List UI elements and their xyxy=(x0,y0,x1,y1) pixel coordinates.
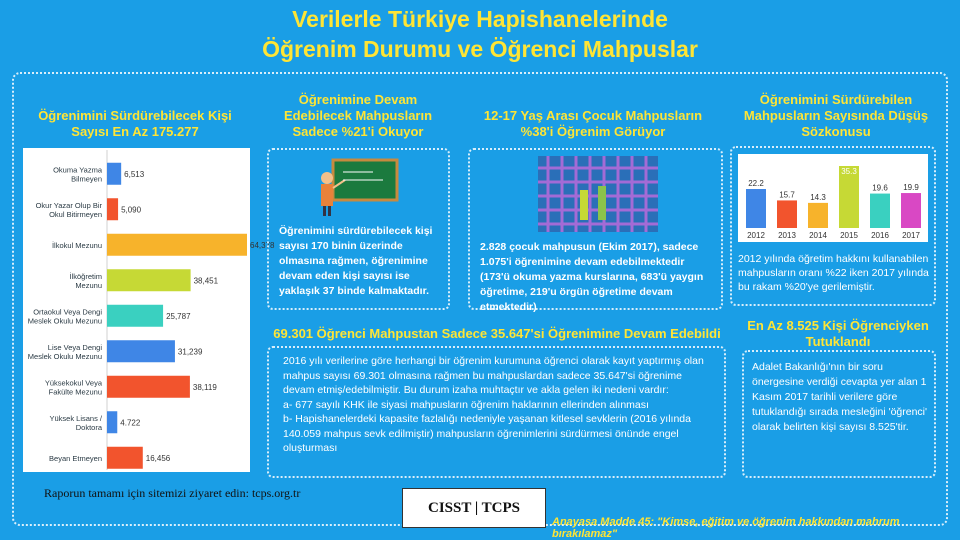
year-label-2013: 2013 xyxy=(778,231,796,240)
year-label-2016: 2016 xyxy=(871,231,889,240)
year-label-2015: 2015 xyxy=(840,231,858,240)
bar-3 xyxy=(107,269,191,291)
year-value-2017: 19.9 xyxy=(903,183,919,193)
year-label-2017: 2017 xyxy=(902,231,920,240)
value-label-1: 5,090 xyxy=(121,205,142,215)
category-label-0: Okuma Yazma Bilmeyen xyxy=(53,165,102,184)
footer-website-text: Raporun tamamı için sitemizi ziyaret edin: tcps.org.tr xyxy=(44,486,301,500)
category-label-1: Okur Yazar Olup Bir Okul Bitirmeyen xyxy=(35,200,102,219)
panel4-title-line2: Mahpusların Sayısında Düşüş xyxy=(743,108,929,123)
panel6-title-line1: En Az 8.525 Kişi Öğrenciyken xyxy=(747,318,929,333)
panel2-title-line1: Öğrenimine Devam xyxy=(298,92,418,107)
panel4-title-line3: Sözkonusu xyxy=(801,124,871,139)
year-label-2014: 2014 xyxy=(809,231,827,240)
panel5-paragraph-2: a- 677 sayılı KHK ile siyasi mahpusların öğrenim haklarının ellerinden alınması xyxy=(283,398,649,411)
panel3-box xyxy=(468,148,723,313)
category-label-6: Yüksekokul Veya Fakülte Mezunu xyxy=(44,378,102,397)
panel5-paragraph-3: b- Hapishanelerdeki kapasite fazlalığı nedeniyle yaşanan kitlesel sevklerin (2016 yılında 140.059 mahpus sevk edilmiştir) mahpusların öğrenimlerini sürdürmesi önünde engel oluşturması xyxy=(283,413,691,454)
teacher-blackboard-icon xyxy=(313,156,413,218)
year-label-2012: 2012 xyxy=(747,231,765,240)
bar-7 xyxy=(107,411,117,433)
year-bar-2013 xyxy=(777,200,797,228)
title-line-2: Öğrenim Durumu ve Öğrenci Mahpuslar xyxy=(262,36,698,62)
value-label-3: 38,451 xyxy=(193,276,219,286)
panel4-text: 2012 yılında öğretim hakkını kullanabilen mahpusların oranı %22 iken 2017 yılında bu rakam %20'ye gerilemiştir. xyxy=(738,253,929,293)
value-label-5: 31,239 xyxy=(177,347,203,357)
title-line-1: Verilerle Türkiye Hapishanelerinde xyxy=(292,6,668,32)
bar-6 xyxy=(107,376,190,398)
yearly-chart-card xyxy=(738,154,928,242)
panel2-box xyxy=(267,148,450,310)
panel1-title xyxy=(20,108,250,140)
education-bar-chart xyxy=(23,148,275,472)
category-label-5: Lise Veya Dengi Meslek Okulu Mezunu xyxy=(27,342,102,361)
year-bar-2017 xyxy=(901,193,921,228)
year-bar-2014 xyxy=(808,203,828,228)
value-label-7: 4.722 xyxy=(120,418,141,428)
bar-0 xyxy=(107,163,121,185)
panel6-box xyxy=(742,350,936,478)
page-title xyxy=(0,4,960,64)
panel3-title-line1: 12-17 Yaş Arası Çocuk Mahpusların xyxy=(483,108,703,123)
value-label-4: 25,787 xyxy=(166,311,191,321)
panel3-title-line2: %38'i Öğrenim Görüyor xyxy=(520,124,666,139)
panel6-title xyxy=(740,318,936,350)
cisst-tcps-logo: CISST | TCPS xyxy=(402,488,546,528)
category-label-4: Ortaokul Veya Dengi Meslek Okulu Mezunu xyxy=(27,307,102,326)
panel6-text: Adalet Bakanlığı'nın bir soru önergesine verdiği cevapta yer alan 1 Kasım 2017 tarihli verilere göre tutuklandığı sırada mesleğini 'öğrenci' olarak belirten kişi sayısı 8.525'tir. xyxy=(752,361,928,433)
panel2-title-line3: Sadece %21'i Okuyor xyxy=(292,124,424,139)
bar-1 xyxy=(107,198,118,220)
panel4-title-line1: Öğrenimini Sürdürebilen xyxy=(759,92,913,107)
value-label-6: 38,119 xyxy=(192,382,217,392)
panel5-body xyxy=(283,354,715,456)
yearly-bar-chart xyxy=(738,154,928,242)
value-label-2: 64,378 xyxy=(250,240,275,250)
value-label-0: 6,513 xyxy=(124,169,145,179)
year-value-2016: 19.6 xyxy=(872,183,888,193)
panel5-paragraph-1: 2016 yılı verilerine göre herhangi bir öğrenim kurumuna öğrenci olarak kayıt yaptırmış olan mahpus sayısı 69.301 olmasına rağmen bu mahpuslardan sadece 35.647'si öğrenime devam etmiş/edebilmiştir. Bu durum izaha muhtaçtır ve akla gelen iki nedeni vardır: xyxy=(283,355,704,396)
bar-4 xyxy=(107,305,163,327)
year-bar-2016 xyxy=(870,194,890,228)
footer-constitution-quote: Anayasa Madde 45: "Kimse, eğitim ve öğrenim hakkından mahrum bırakılamaz" xyxy=(552,516,900,540)
education-chart-card xyxy=(23,148,275,472)
prison-bars-icon xyxy=(538,156,658,232)
year-value-2014: 14.3 xyxy=(810,192,826,202)
panel2-text: Öğrenimini sürdürebilecek kişi sayısı 170 binin üzerinde olmasına rağmen, öğrenimine devam eden kişi sayısı ise yaklaşık 37 binde kalmaktadır. xyxy=(279,225,433,297)
category-label-3: İlköğretim Mezunu xyxy=(69,271,102,290)
panel5-title: 69.301 Öğrenci Mahpustan Sadece 35.647'si Öğrenimine Devam Edebildi xyxy=(273,326,721,341)
value-label-8: 16,456 xyxy=(145,453,171,463)
panel1-title-line1: Öğrenimini Sürdürebilecek Kişi xyxy=(38,108,232,123)
year-value-2015: 35.3 xyxy=(841,167,857,176)
panel3-text: 2.828 çocuk mahpusun (Ekim 2017), sadece 1.075'i öğrenimine devam edebilmektedir (173'ü okuma yazma kurslarına, 683'ü yaygın öğretime, 219'u örgün öğretime devam etmektedir) xyxy=(480,241,704,313)
bar-5 xyxy=(107,340,175,362)
panel3-title xyxy=(468,108,718,140)
panel2-title-line2: Edebilecek Mahpusların xyxy=(283,108,433,123)
panel5-box xyxy=(267,346,726,478)
panel4-box xyxy=(730,146,936,306)
category-label-2: İlkokul Mezunu xyxy=(51,240,102,250)
bar-2 xyxy=(107,234,247,256)
panel1-title-line2: Sayısı En Az 175.277 xyxy=(71,124,199,139)
category-label-8: Beyan Etmeyen xyxy=(49,453,102,463)
bar-8 xyxy=(107,447,143,469)
panel2-title xyxy=(268,92,448,140)
year-bar-2012 xyxy=(746,189,766,228)
year-value-2012: 22.2 xyxy=(748,179,764,189)
category-label-7: Yüksek Lisans / Doktora xyxy=(49,413,102,432)
panel4-title xyxy=(736,92,936,140)
panel6-title-line2: Tutuklandı xyxy=(805,334,871,349)
year-value-2013: 15.7 xyxy=(779,190,795,200)
